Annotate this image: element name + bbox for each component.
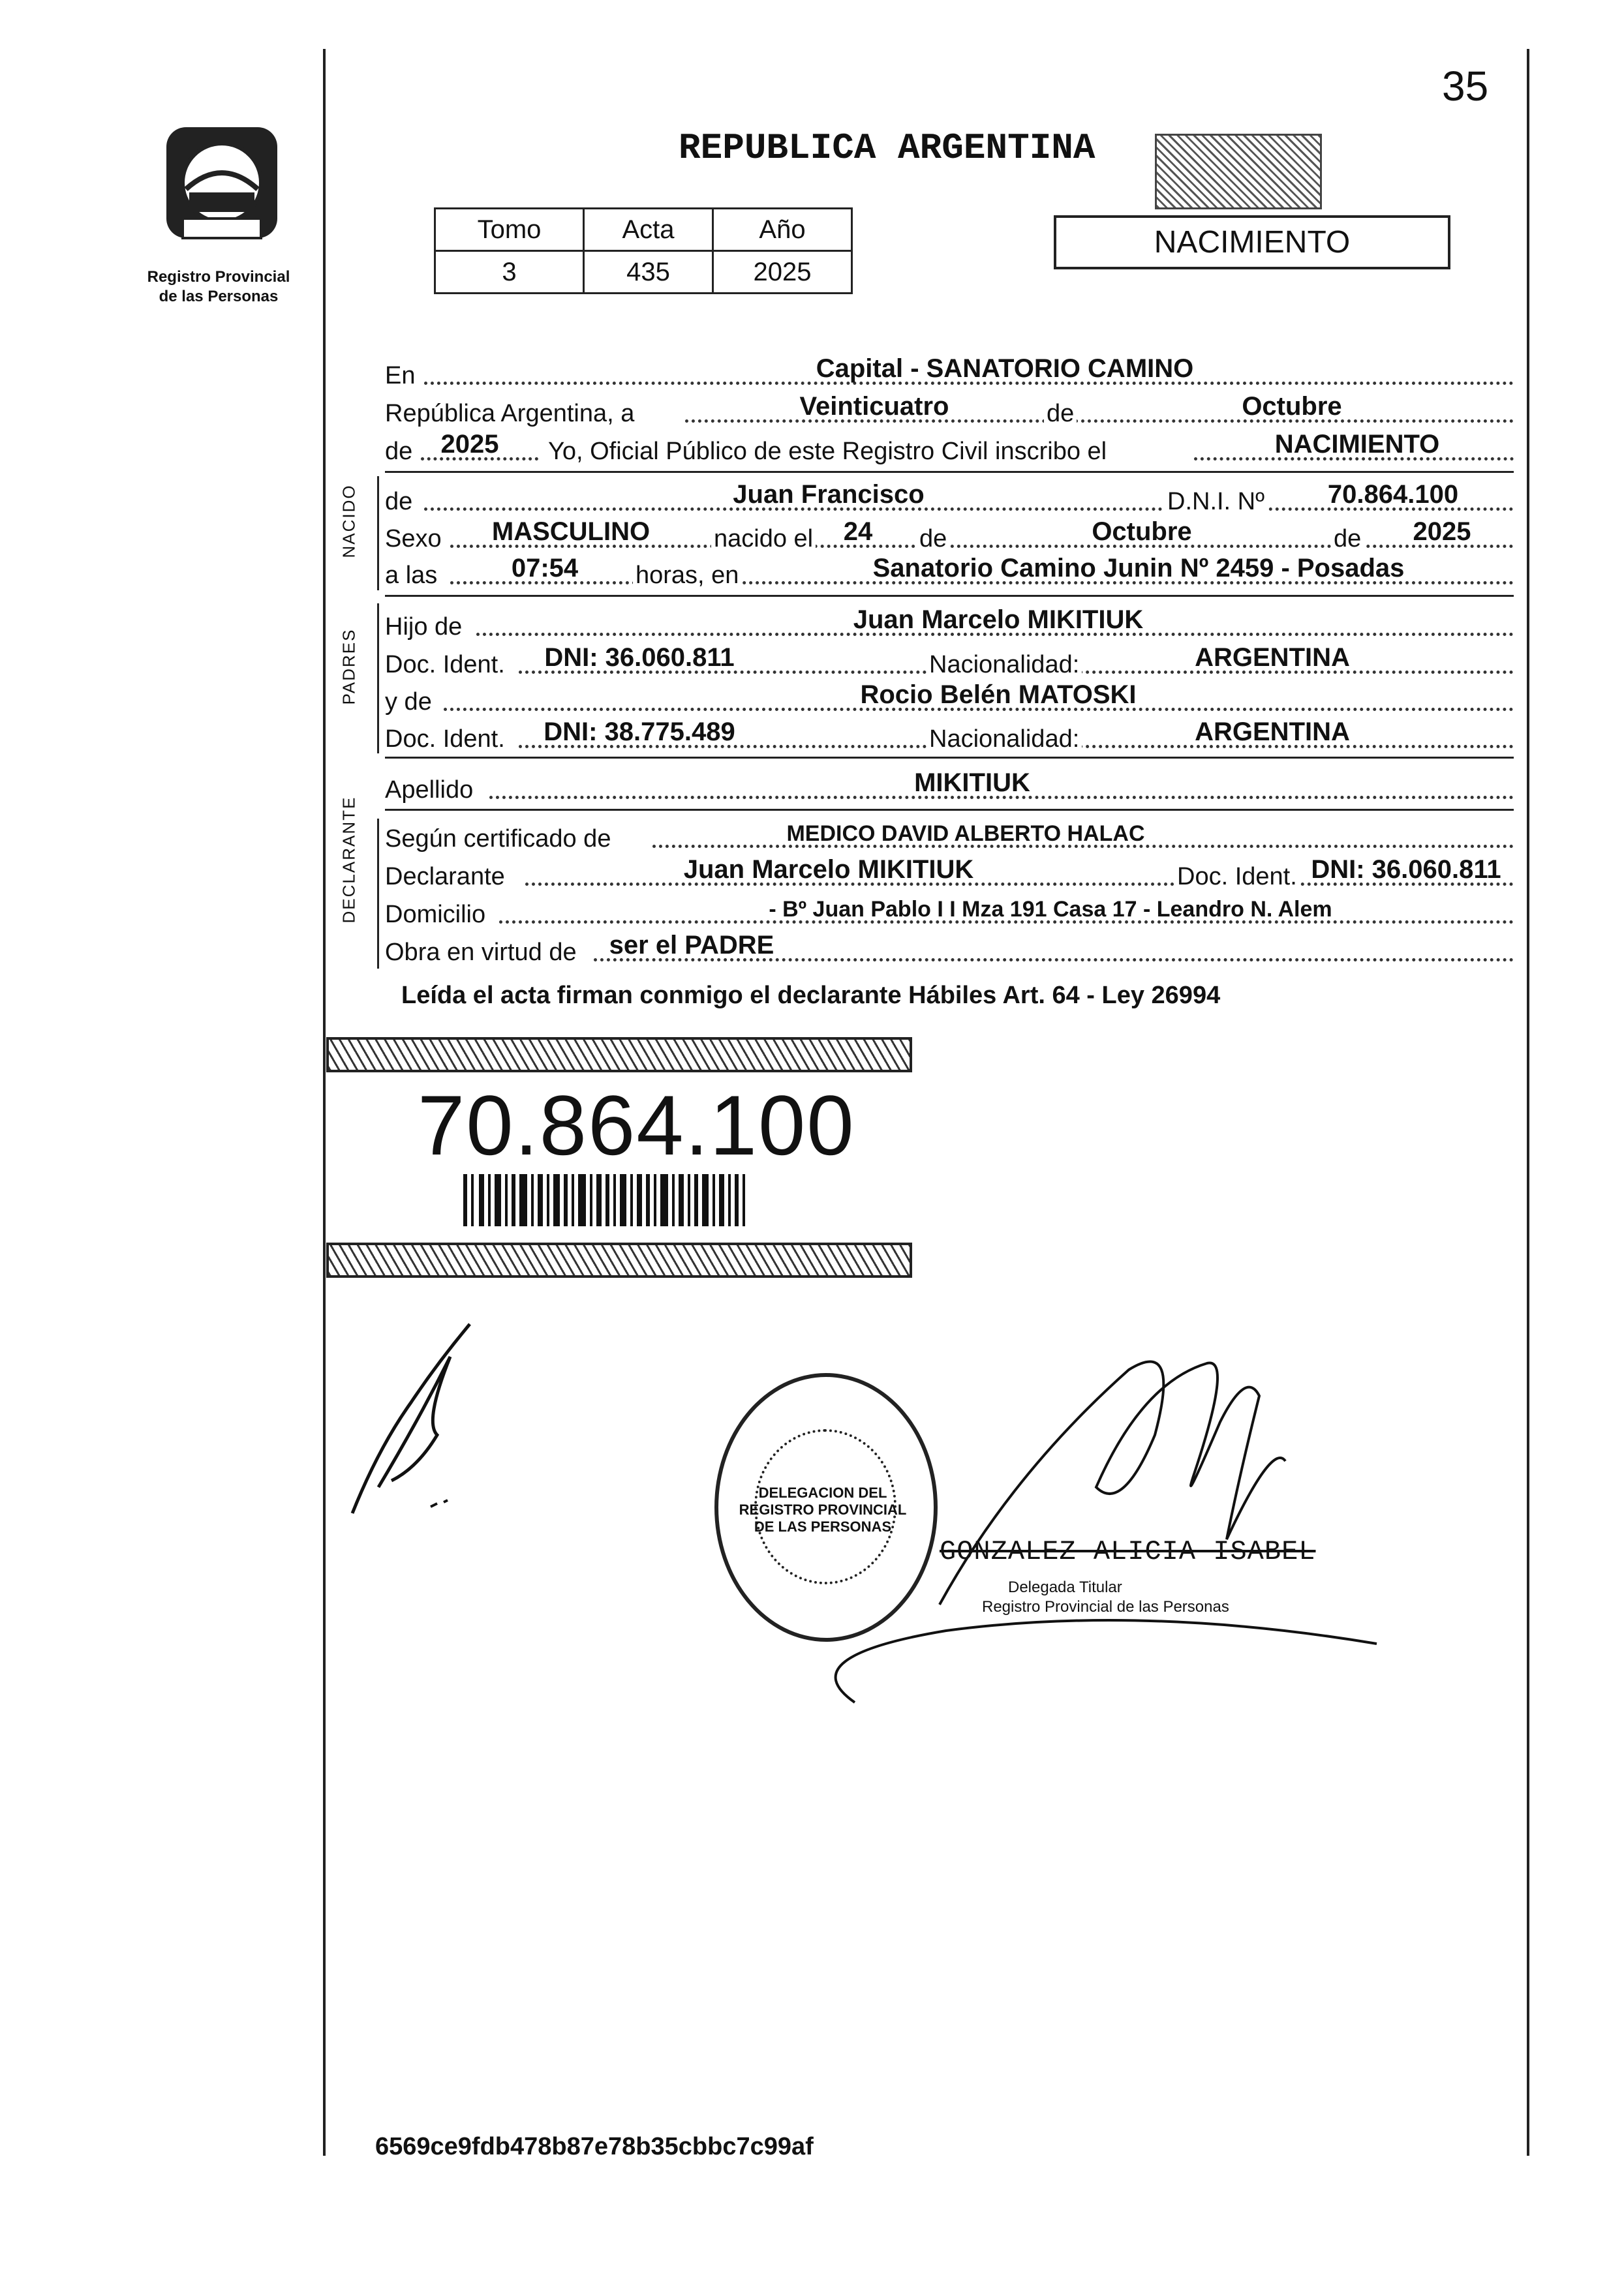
en-value: Capital - SANATORIO CAMINO	[816, 354, 1194, 383]
stamp-org: Registro Provincial de las Personas	[982, 1598, 1229, 1616]
nacido-de3-label: de	[1331, 525, 1364, 553]
row-nacido-sexo	[385, 515, 1514, 554]
logo-caption	[108, 267, 329, 307]
decl-doc-label: Doc. Ident.	[1174, 863, 1300, 891]
nacido-el-label: nacido el	[711, 525, 816, 553]
mother-nationality: ARGENTINA	[1195, 718, 1350, 746]
dom-value: - Bº Juan Pablo I I Mza 191 Casa 17 - Leandro N. Alem	[769, 897, 1332, 922]
mother-doc: DNI: 38.775.489	[544, 718, 735, 746]
act-value: NACIMIENTO	[1274, 430, 1440, 459]
tomo-value: 3	[435, 251, 584, 294]
year-value: 2025	[440, 430, 499, 459]
birth-place: Sanatorio Camino Junin Nº 2459 - Posadas	[872, 554, 1405, 582]
section-label-padres: PADRES	[339, 628, 359, 705]
stamp-name: GONZALEZ ALICIA ISABEL	[940, 1536, 1316, 1567]
child-name: Juan Francisco	[733, 480, 925, 509]
row-domicilio	[385, 891, 1514, 930]
mother-nat-label: Nacionalidad:	[927, 725, 1082, 753]
yde-label: y de	[385, 688, 432, 716]
logo-caption-line-1: Registro Provincial	[147, 268, 290, 286]
page-number: 35	[1442, 63, 1489, 110]
row-en	[385, 352, 1514, 391]
row-nacido-name	[385, 478, 1514, 517]
de-label: de	[1044, 400, 1077, 428]
birth-month: Octubre	[1092, 517, 1192, 546]
father-nationality: ARGENTINA	[1195, 643, 1350, 672]
logo-caption-line-2: de las Personas	[159, 288, 279, 305]
coat-of-arms-icon	[147, 111, 297, 261]
dom-label: Domicilio	[385, 901, 486, 928]
section-label-nacido: NACIDO	[339, 484, 359, 558]
row-father-doc	[385, 641, 1514, 680]
nacido-bar	[377, 476, 379, 590]
father-doc-label: Doc. Ident.	[385, 651, 505, 678]
mother-doc-label: Doc. Ident.	[385, 725, 505, 753]
padres-bar	[377, 603, 379, 753]
month-value: Octubre	[1242, 392, 1342, 421]
document-hash: 6569ce9fdb478b87e78b35cbbc7c99af	[375, 2133, 814, 2160]
security-band-bottom	[326, 1243, 912, 1278]
anio-header: Año	[713, 209, 852, 251]
horas-label: horas, en	[633, 562, 741, 590]
footer-statement: Leída el acta firman conmigo el declarante Hábiles Art. 64 - Ley 26994	[401, 982, 1221, 1009]
row-obra	[385, 929, 1514, 968]
barcode-number: 70.864.100	[418, 1078, 855, 1173]
de2-label: de	[385, 438, 413, 465]
divider-4	[385, 809, 1514, 811]
sexo-label: Sexo	[385, 525, 442, 552]
province-logo	[147, 111, 297, 261]
divider-3	[385, 757, 1514, 759]
registry-table	[434, 207, 853, 294]
obra-value: ser el PADRE	[609, 931, 774, 959]
birth-year: 2025	[1413, 517, 1471, 546]
father-name: Juan Marcelo MIKITIUK	[853, 605, 1144, 634]
birth-time: 07:54	[511, 554, 579, 582]
republica-label: República Argentina, a	[385, 400, 635, 427]
left-margin-line	[323, 49, 326, 2156]
row-apellido	[385, 766, 1514, 806]
day-value: Veinticuatro	[799, 392, 949, 421]
birth-day: 24	[843, 517, 873, 546]
row-oficial	[385, 428, 1514, 467]
section-label-declarante: DECLARANTE	[339, 796, 359, 924]
row-hijo	[385, 603, 1514, 642]
apellido-value: MIKITIUK	[914, 768, 1030, 797]
row-mother-doc	[385, 716, 1514, 755]
sexo-value: MASCULINO	[491, 517, 651, 546]
child-dni: 70.864.100	[1327, 480, 1459, 509]
dni-label: D.N.I. Nº	[1165, 488, 1267, 516]
anio-value: 2025	[713, 251, 852, 294]
decl-label: Declarante	[385, 863, 505, 890]
signature-right-icon	[816, 1344, 1416, 1715]
seal-lettering: DELEGACION DEL REGISTRO PROVINCIAL DE LAS PERSONAS	[739, 1485, 907, 1535]
row-yde	[385, 678, 1514, 718]
acta-header: Acta	[584, 209, 713, 251]
row-certificado	[385, 815, 1514, 854]
obra-label: Obra en virtud de	[385, 939, 577, 966]
apellido-label: Apellido	[385, 776, 474, 804]
mother-name: Rocio Belén MATOSKI	[860, 680, 1137, 709]
tomo-header: Tomo	[435, 209, 584, 251]
cert-value: MEDICO DAVID ALBERTO HALAC	[786, 821, 1145, 846]
right-margin-line	[1527, 49, 1529, 2156]
decl-doc: DNI: 36.060.811	[1311, 855, 1501, 884]
alas-label: a las	[385, 562, 438, 589]
divider-2	[385, 595, 1514, 597]
act-type-box: NACIMIENTO	[1054, 215, 1450, 269]
signature-left-icon	[339, 1318, 496, 1526]
nacido-de2-label: de	[917, 525, 949, 553]
row-nacido-hora	[385, 552, 1514, 591]
hijo-label: Hijo de	[385, 613, 463, 641]
father-doc: DNI: 36.060.811	[544, 643, 735, 672]
security-hologram	[1155, 134, 1322, 209]
father-nat-label: Nacionalidad:	[927, 651, 1082, 679]
security-band-top	[326, 1037, 912, 1072]
declarante-bar	[377, 819, 379, 969]
document-title: REPUBLICA ARGENTINA	[679, 127, 1095, 169]
row-declarante	[385, 853, 1514, 892]
acta-value: 435	[584, 251, 713, 294]
stamp-role: Delegada Titular	[1008, 1578, 1122, 1596]
decl-value: Juan Marcelo MIKITIUK	[683, 855, 974, 884]
divider-1	[385, 471, 1514, 473]
row-republica	[385, 390, 1514, 429]
barcode-icon	[463, 1174, 776, 1226]
en-label: En	[385, 362, 416, 389]
cert-label: Según certificado de	[385, 825, 611, 853]
nacido-de-label: de	[385, 488, 413, 515]
oficial-text: Yo, Oficial Público de este Registro Civil inscribo el	[548, 438, 1107, 465]
